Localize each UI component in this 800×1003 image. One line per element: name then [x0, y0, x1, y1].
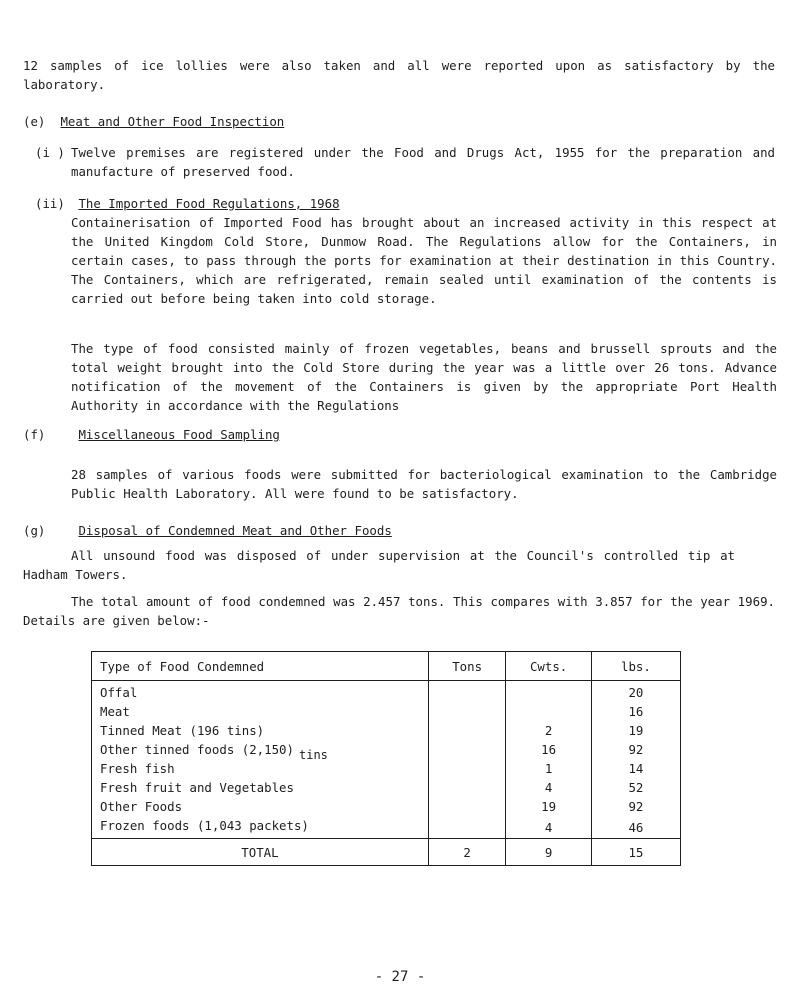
intro-text: 12 samples of ice lollies were also taken and all were reported upon as satisfactory by the laboratory.	[23, 58, 775, 92]
row-tons	[428, 740, 506, 759]
section-f-label: (f)	[23, 427, 46, 442]
row-cwts	[506, 702, 591, 721]
table-total-row	[92, 839, 681, 866]
table-body	[92, 681, 681, 839]
section-e-item-i	[35, 143, 775, 181]
table-row	[92, 797, 681, 816]
item-ii-title: The Imported Food Regulations, 1968	[78, 196, 340, 211]
row-tons	[428, 816, 506, 839]
row-type: Offal	[92, 681, 429, 703]
item-ii-para2-text: The type of food consisted mainly of frozen vegetables, beans and brussell sprouts and the total weight brought into the Cold Store during the year was a little over 26 tons. Advance notification of the movement of the Containers is given by the appropriate Port Health Authority in accordance with the Regulations	[71, 341, 777, 413]
intro-paragraph	[23, 56, 775, 94]
table-row	[92, 740, 681, 759]
table-row	[92, 681, 681, 703]
header-type: Type of Food Condemned	[92, 652, 429, 681]
row-tons	[428, 721, 506, 740]
section-e-heading	[23, 112, 775, 131]
section-g-paragraph-1	[23, 546, 735, 584]
row-tons	[428, 778, 506, 797]
row-cwts: 1	[506, 759, 591, 778]
table-header-row	[92, 652, 681, 681]
row-cwts: 4	[506, 816, 591, 839]
row-type: Meat	[92, 702, 429, 721]
row-lbs: 16	[591, 702, 680, 721]
row-type: Fresh fish	[92, 759, 429, 778]
total-lbs: 15	[591, 839, 680, 866]
section-e-label: (e)	[23, 114, 46, 129]
row-lbs: 52	[591, 778, 680, 797]
item-ii-para1-text: Containerisation of Imported Food has brought about an increased activity in this respect at the United Kingdom Cold Store, Dunmow Road. The Regulations allow for the Containers, in certain cases, to pass through the ports for examination at their destination in this Country. The Containers, which are refrigerated, remain sealed until examination of the contents is carried out before being taken into cold storage.	[71, 215, 777, 306]
row-lbs: 46	[591, 816, 680, 839]
row-tons	[428, 797, 506, 816]
section-g-title: Disposal of Condemned Meat and Other Foods	[78, 523, 392, 538]
table-row	[92, 778, 681, 797]
table-row	[92, 702, 681, 721]
row-tons	[428, 702, 506, 721]
item-ii-paragraph-1	[71, 213, 777, 308]
header-cwts: Cwts.	[506, 652, 591, 681]
row-cwts	[506, 681, 591, 703]
row-lbs: 92	[591, 740, 680, 759]
table-row	[92, 816, 681, 839]
item-ii-paragraph-2	[71, 339, 777, 415]
row-cwts: 4	[506, 778, 591, 797]
section-g-para2-text: The total amount of food condemned was 2.457 tons. This compares with 3.857 for the year 1969. Details are given below:-	[23, 594, 775, 628]
section-g-heading	[23, 521, 775, 540]
section-e-title: Meat and Other Food Inspection	[60, 114, 285, 129]
header-tons: Tons	[428, 652, 506, 681]
header-lbs: lbs.	[591, 652, 680, 681]
row-tons	[428, 759, 506, 778]
section-f-text: 28 samples of various foods were submitted for bacteriological examination to the Cambridge Public Health Laboratory. All were found to be satisfactory.	[71, 467, 777, 501]
row-type: Other Foods	[92, 797, 429, 816]
row-lbs: 20	[591, 681, 680, 703]
item-i-text: Twelve premises are registered under the Food and Drugs Act, 1955 for the preparation and manufacture of preserved food.	[71, 145, 775, 179]
section-g-paragraph-2	[23, 592, 775, 630]
section-f-title: Miscellaneous Food Sampling	[78, 427, 280, 442]
item-ii-label: (ii)	[35, 196, 65, 211]
row-cwts: 2	[506, 721, 591, 740]
section-f-paragraph	[71, 465, 777, 503]
row-type: Frozen foods (1,043 packets)	[92, 816, 429, 839]
total-label: TOTAL	[92, 839, 429, 866]
row-lbs: 19	[591, 721, 680, 740]
condemned-food-table	[91, 651, 681, 866]
row-type: Fresh fruit and Vegetables	[92, 778, 429, 797]
total-cwts: 9	[506, 839, 591, 866]
row-cwts: 19	[506, 797, 591, 816]
section-g-para1-text: All unsound food was disposed of under supervision at the Council's controlled tip at Hadham Towers.	[23, 548, 735, 582]
section-e-item-ii-heading	[35, 194, 775, 213]
row-tons	[428, 681, 506, 703]
row-type: Other tinned foods (2,150)	[92, 740, 429, 759]
row-lbs: 14	[591, 759, 680, 778]
row-type: Tinned Meat (196 tins)	[92, 721, 429, 740]
tins-note: tins	[299, 748, 328, 762]
total-tons: 2	[428, 839, 506, 866]
row-cwts: 16	[506, 740, 591, 759]
table-row	[92, 721, 681, 740]
section-f-heading	[23, 425, 775, 444]
section-g-label: (g)	[23, 523, 46, 538]
table-row	[92, 759, 681, 778]
row-lbs: 92	[591, 797, 680, 816]
page-number: - 27 -	[374, 969, 426, 985]
item-i-label: (i )	[35, 145, 65, 160]
